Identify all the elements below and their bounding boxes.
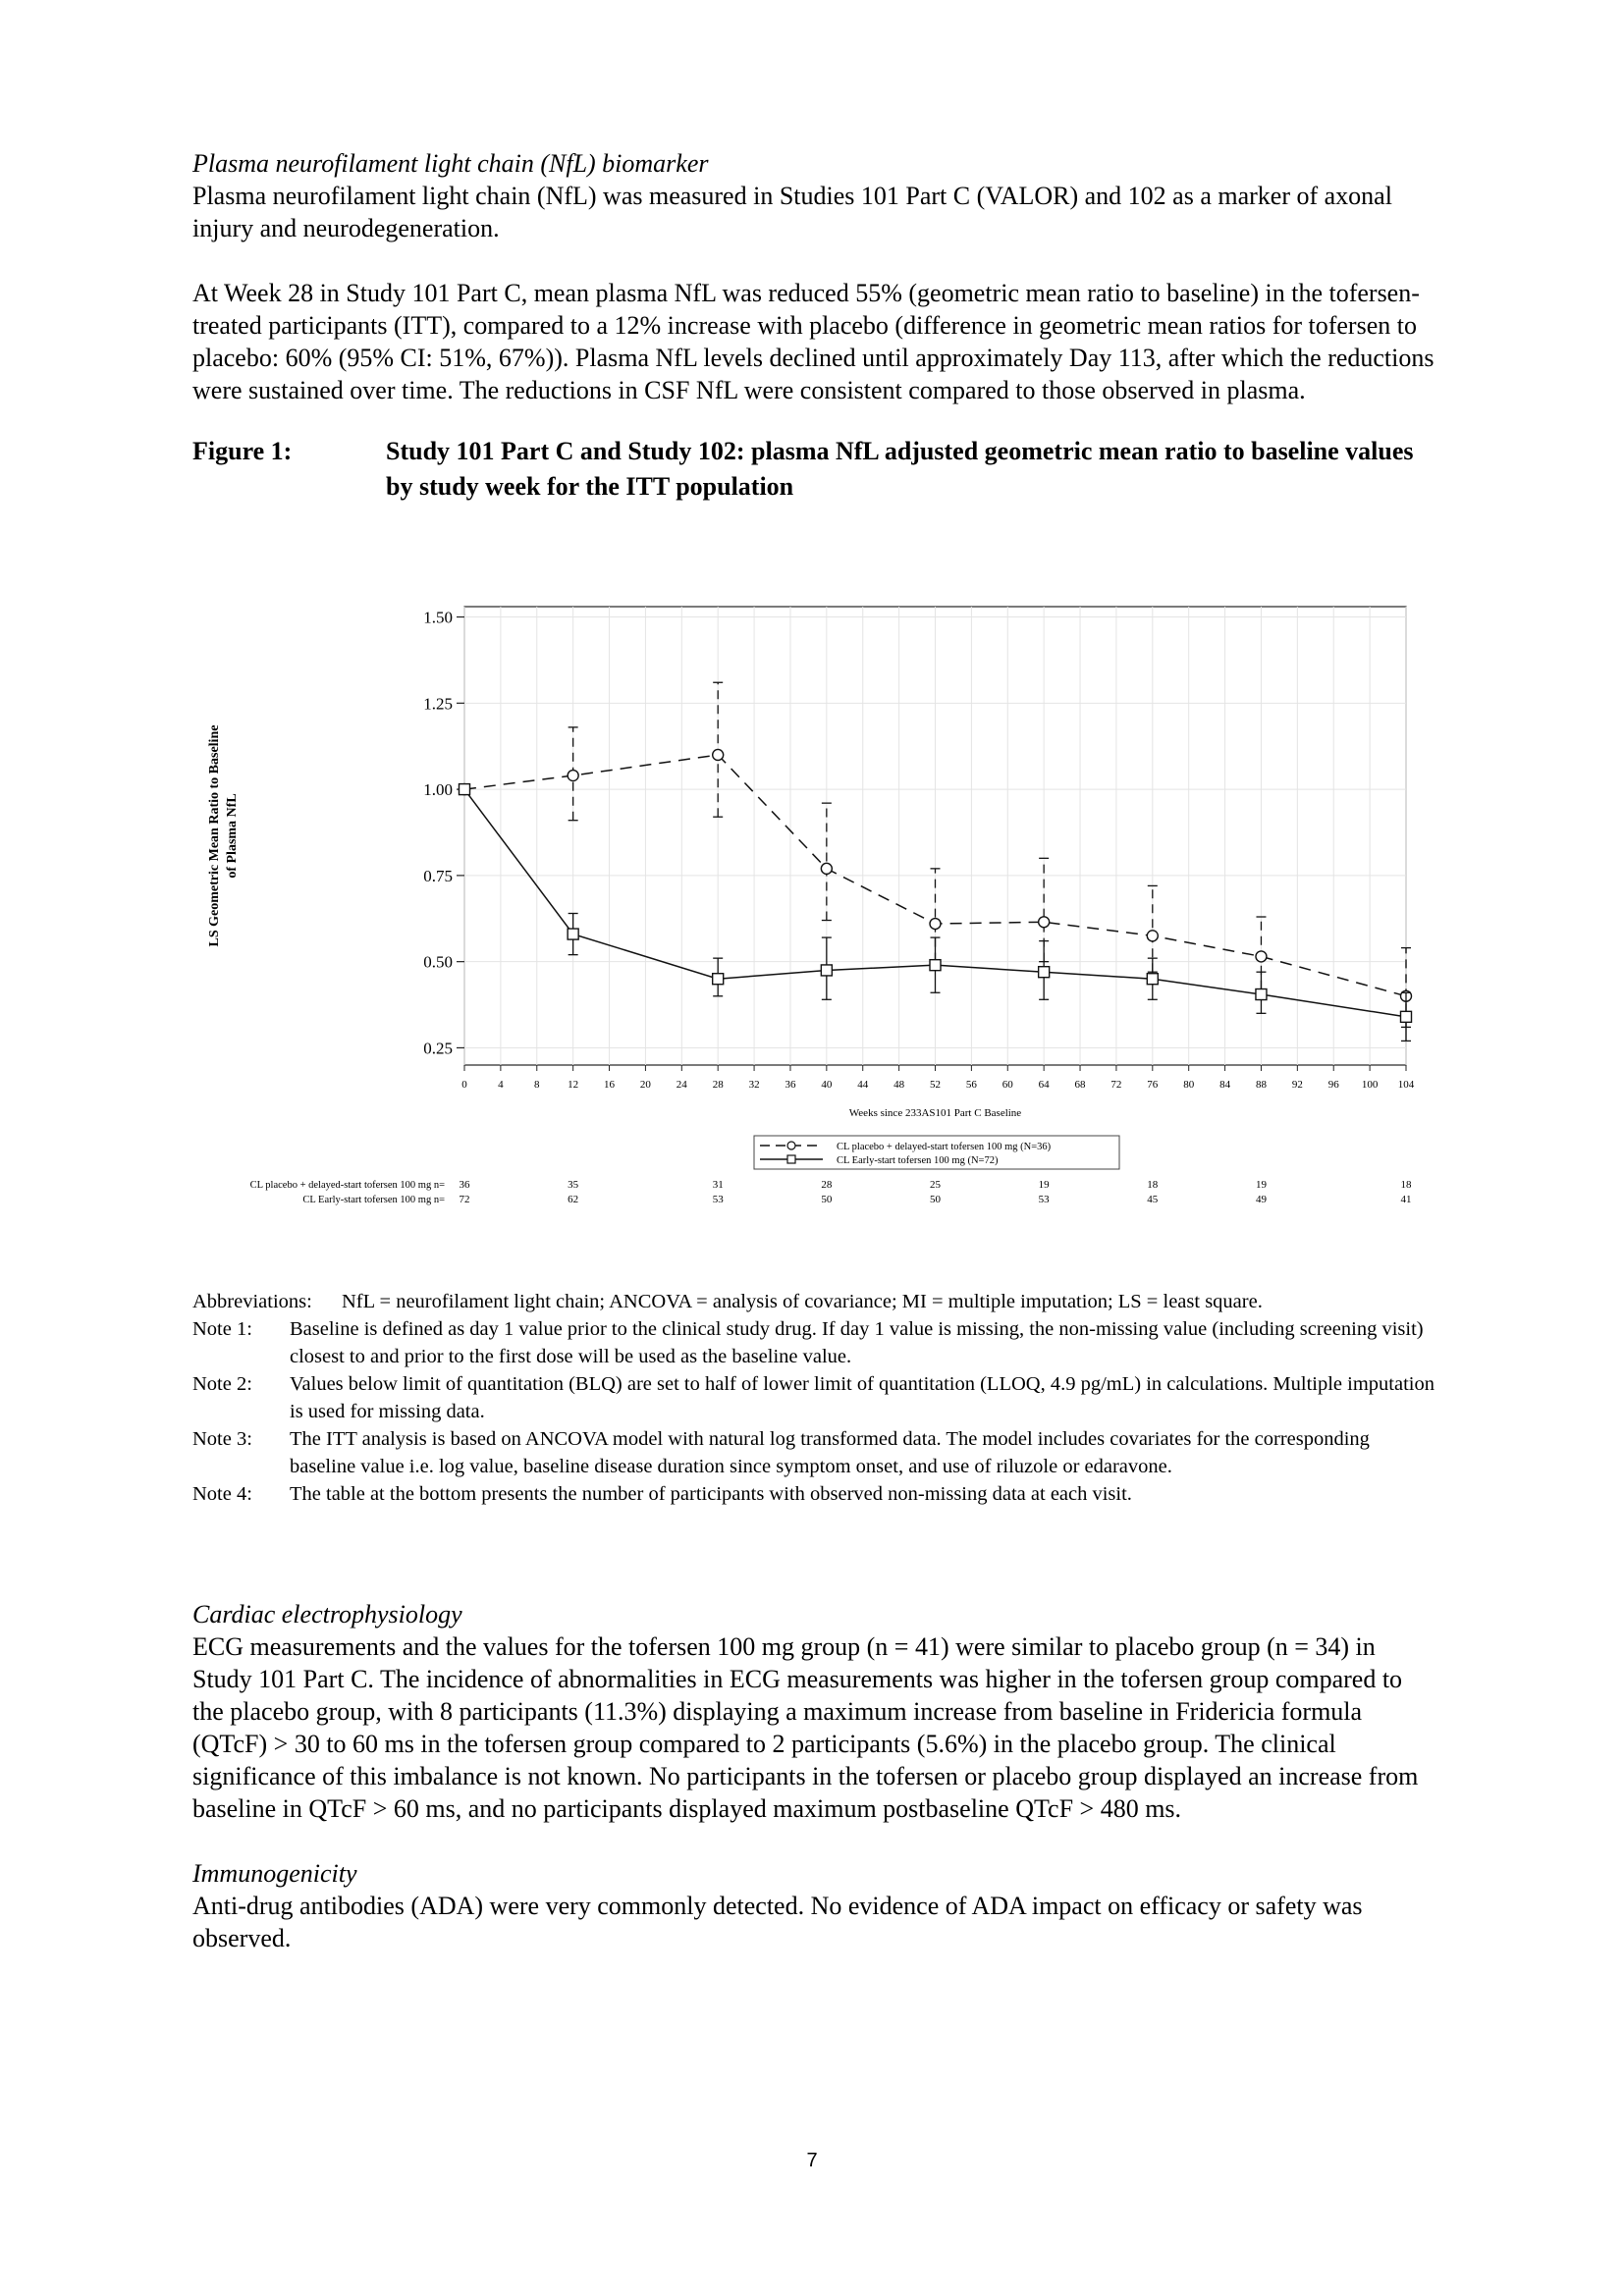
y-tick-label: 1.25 — [423, 694, 453, 714]
note-label: Note 1: — [192, 1318, 252, 1340]
placebo-point — [1256, 951, 1267, 962]
y-axis-title-line2: of Plasma NfL — [225, 793, 240, 879]
x-tick-label: 20 — [639, 1079, 651, 1091]
n-table-value: 35 — [568, 1179, 579, 1191]
note-3 — [192, 1425, 1439, 1480]
n-table-value: 53 — [712, 1194, 724, 1205]
n-table-value: 62 — [568, 1194, 579, 1205]
n-table-value: 36 — [459, 1179, 470, 1191]
legend-entry-label: CL placebo + delayed-start tofersen 100 mg (N=36) — [837, 1142, 1052, 1152]
x-tick-label: 8 — [534, 1079, 540, 1091]
n-table-value: 25 — [930, 1179, 941, 1191]
tofersen-point — [460, 784, 470, 795]
x-tick-label: 84 — [1219, 1079, 1231, 1091]
note-text: Baseline is defined as day 1 value prior to the clinical study drug. If day 1 value is missing, the non-missing value (including screening visit) closest to and prior to the first dose will be used as the baseline value. — [290, 1318, 1424, 1367]
nfl-chart-svg — [192, 584, 1439, 1232]
note-label: Note 3: — [192, 1428, 252, 1450]
figure-caption — [192, 434, 1439, 505]
n-table-value: 53 — [1038, 1194, 1050, 1205]
x-axis-title: Weeks since 233AS101 Part C Baseline — [848, 1107, 1022, 1119]
legend-entry-label: CL Early-start tofersen 100 mg (N=72) — [837, 1155, 999, 1166]
y-tick-label: 0.50 — [423, 952, 453, 972]
cardiac-heading: Cardiac electrophysiology — [192, 1600, 462, 1629]
legend-swatch-marker — [787, 1142, 795, 1149]
tofersen-point — [1147, 974, 1158, 985]
x-tick-label: 12 — [568, 1079, 579, 1091]
x-tick-label: 40 — [821, 1079, 833, 1091]
tofersen-point — [1401, 1011, 1412, 1022]
x-tick-label: 4 — [498, 1079, 504, 1091]
note-text: NfL = neurofilament light chain; ANCOVA = analysis of covariance; MI = multiple imputation; LS = least square. — [342, 1291, 1263, 1312]
y-tick-label: 0.25 — [423, 1039, 453, 1058]
note-4 — [192, 1480, 1439, 1508]
x-tick-label: 60 — [1001, 1079, 1013, 1091]
x-tick-label: 96 — [1327, 1079, 1339, 1091]
n-table-row-label: CL Early-start tofersen 100 mg n= — [302, 1195, 445, 1205]
tofersen-point — [1256, 989, 1267, 1000]
nfl-heading: Plasma neurofilament light chain (NfL) biomarker — [192, 149, 709, 178]
note-text: The table at the bottom presents the number of participants with observed non-missing data at each visit. — [290, 1483, 1132, 1505]
nfl-chart — [192, 584, 1439, 1232]
tofersen-point — [713, 974, 724, 985]
x-tick-label: 68 — [1074, 1079, 1086, 1091]
n-table-value: 50 — [930, 1194, 941, 1205]
placebo-point — [930, 919, 941, 930]
note-text: The ITT analysis is based on ANCOVA model with natural log transformed data. The model includes covariates for the corresponding baseline value i.e. log value, baseline disease duration since symptom onset, and use of riluzole or edaravone. — [290, 1428, 1370, 1477]
placebo-point — [821, 863, 832, 874]
note-1 — [192, 1315, 1439, 1370]
n-table-value: 49 — [1255, 1194, 1267, 1205]
n-table-value: 19 — [1038, 1179, 1050, 1191]
figure-notes — [192, 1288, 1439, 1508]
x-tick-label: 56 — [965, 1079, 977, 1091]
note-label: Note 2: — [192, 1373, 252, 1395]
x-tick-label: 0 — [461, 1079, 467, 1091]
n-table-row-label: CL placebo + delayed-start tofersen 100 mg n= — [249, 1180, 445, 1191]
placebo-point — [1039, 917, 1050, 928]
page-bottom — [192, 1598, 1439, 1954]
n-table-value: 18 — [1147, 1179, 1159, 1191]
y-tick-label: 1.50 — [423, 608, 453, 627]
legend-swatch-marker — [787, 1155, 795, 1163]
note-abbreviations — [192, 1288, 1439, 1315]
x-tick-label: 100 — [1361, 1079, 1379, 1091]
tofersen-point — [1039, 967, 1050, 978]
x-tick-label: 16 — [604, 1079, 616, 1091]
x-tick-label: 72 — [1110, 1079, 1122, 1091]
y-tick-label: 1.00 — [423, 780, 453, 800]
x-tick-label: 44 — [857, 1079, 869, 1091]
tofersen-point — [568, 929, 578, 939]
note-label: Note 4: — [192, 1483, 252, 1505]
page-number: 7 — [806, 2150, 818, 2171]
x-tick-label: 32 — [748, 1079, 760, 1091]
cardiac-paragraph: ECG measurements and the values for the tofersen 100 mg group (n = 41) were similar to placebo group (n = 34) in Study 101 Part C. The incidence of abnormalities in ECG measurements was higher in the tofersen group compared to the placebo group, with 8 participants (11.3%) displaying a maximum increase from baseline in Fridericia formula (QTcF) > 30 to 60 ms in the tofersen group compared to 2 participants (5.6%) in the placebo group. The clinical significance of this imbalance is not known. No participants in the tofersen or placebo group displayed an increase from baseline in QTcF > 60 ms, and no participants displayed maximum postbaseline QTcF > 480 ms. — [192, 1632, 1419, 1823]
n-table-value: 31 — [712, 1179, 724, 1191]
immunogenicity-heading: Immunogenicity — [192, 1859, 357, 1888]
x-tick-label: 76 — [1147, 1079, 1159, 1091]
placebo-point — [713, 749, 724, 760]
n-table-value: 45 — [1147, 1194, 1159, 1205]
n-table-value: 50 — [821, 1194, 833, 1205]
tofersen-point — [930, 960, 941, 971]
x-tick-label: 88 — [1255, 1079, 1267, 1091]
n-table-value: 72 — [459, 1194, 470, 1205]
x-tick-label: 104 — [1397, 1079, 1415, 1091]
figure-title: Study 101 Part C and Study 102: plasma NfL adjusted geometric mean ratio to baseline values by study week for the ITT population — [386, 437, 1414, 501]
placebo-point — [1147, 931, 1158, 941]
note-text: Values below limit of quantitation (BLQ) are set to half of lower limit of quantitation (LLOQ, 4.9 pg/mL) in calculations. Multiple imputation is used for missing data. — [290, 1373, 1435, 1422]
n-table-value: 28 — [821, 1179, 833, 1191]
x-tick-label: 24 — [676, 1079, 687, 1091]
page-top — [192, 147, 1439, 505]
n-table-value: 41 — [1400, 1194, 1412, 1205]
x-tick-label: 92 — [1291, 1079, 1303, 1091]
n-table-value: 19 — [1255, 1179, 1267, 1191]
note-label: Abbreviations: — [192, 1291, 312, 1312]
x-tick-label: 28 — [712, 1079, 724, 1091]
figure-label: Figure 1: — [192, 437, 293, 465]
x-tick-label: 80 — [1183, 1079, 1195, 1091]
x-tick-label: 36 — [785, 1079, 796, 1091]
n-table-value: 18 — [1400, 1179, 1412, 1191]
x-tick-label: 52 — [930, 1079, 941, 1091]
note-2 — [192, 1370, 1439, 1425]
nfl-paragraph-1: Plasma neurofilament light chain (NfL) was measured in Studies 101 Part C (VALOR) and 102 as a marker of axonal injury and neurodegeneration. — [192, 182, 1392, 242]
nfl-paragraph-2: At Week 28 in Study 101 Part C, mean plasma NfL was reduced 55% (geometric mean ratio to baseline) in the tofersen-treated participants (ITT), compared to a 12% increase with placebo (difference in geometric mean ratios for tofersen to placebo: 60% (95% CI: 51%, 67%)). Plasma NfL levels declined until approximately Day 113, after which the reductions were sustained over time. The reductions in CSF NfL were consistent compared to those observed in plasma. — [192, 279, 1435, 404]
tofersen-point — [821, 965, 832, 976]
x-tick-label: 48 — [893, 1079, 905, 1091]
placebo-point — [568, 771, 578, 781]
y-axis-title: LS Geometric Mean Ratio to Baseline — [207, 724, 222, 947]
immunogenicity-paragraph: Anti-drug antibodies (ADA) were very commonly detected. No evidence of ADA impact on efficacy or safety was observed. — [192, 1892, 1363, 1952]
y-tick-label: 0.75 — [423, 866, 453, 885]
x-tick-label: 64 — [1038, 1079, 1050, 1091]
